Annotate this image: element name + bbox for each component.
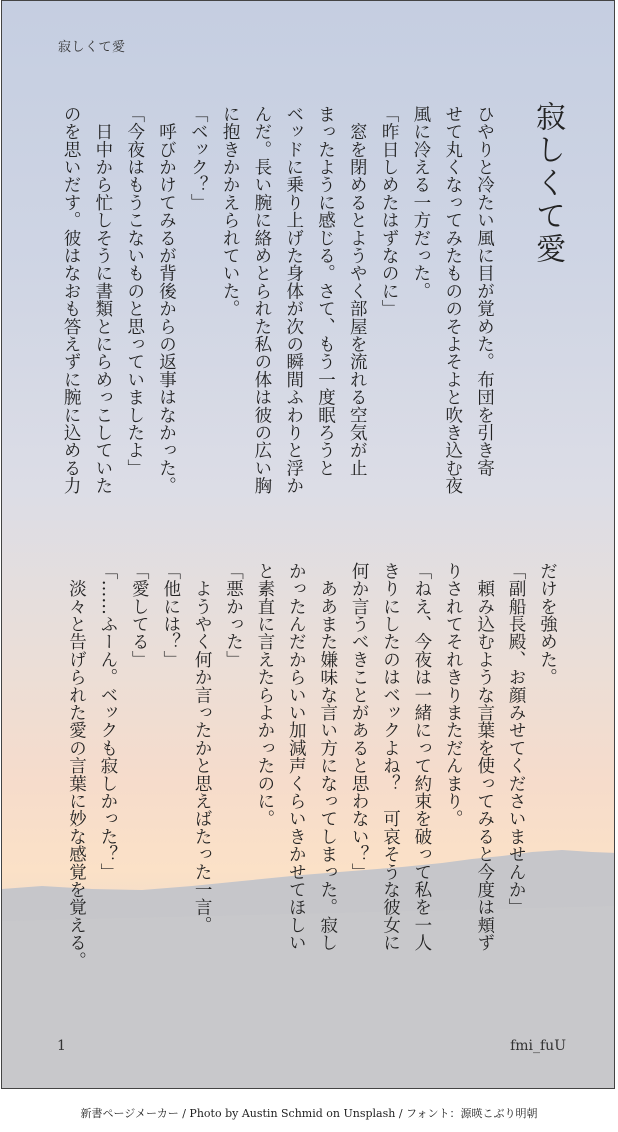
page-title: 寂しくて愛 [530,101,565,266]
text-column: のを思いだす。彼はなおも答えずに腕に込める力 [61,105,82,495]
text-column: まったように感じる。さて、もう一度眠ろうと [315,105,336,477]
text-column: きりにしたのはベックよね？ 可哀そうな彼女に [380,562,401,952]
text-column: 日中から忙しそうに書類とにらめっこしていた [92,105,113,495]
text-column: 「……ふーん。ベックも寂しかった？」 [97,562,118,881]
running-head: 寂しくて愛 [58,40,126,55]
text-column: かったんだからいい加減声くらいきかせてほしい [286,562,307,952]
text-column: ああまた嫌味な言い方になってしまった。寂し [317,562,338,952]
text-column: と素直に言えたらよかったのに。 [254,562,275,828]
text-column: 窓を閉めるとようやく部屋を流れる空気が止 [347,105,368,477]
text-column: 何か言うべきことがあると思わない？」 [349,562,370,881]
text-column: 呼びかけてみるが背後からの返事はなかった。 [156,105,177,495]
text-column: せて丸くなってみたもののそよそよと吹き込む夜 [442,105,463,495]
text-column: 「ねえ、今夜は一緒にって約束を破って私を一人 [411,562,432,952]
text-column: ベッドに乗り上げた身体が次の瞬間ふわりと浮か [283,105,304,495]
text-column: 「今夜はもうこないものと思っていましたよ」 [124,105,145,477]
text-column: 「ベック？」 [188,105,209,212]
text-column: 「昨日しめたはずなのに」 [379,105,400,318]
text-column: 「副船長殿、お顔みせてくださいませんか」 [506,562,527,916]
credit-line: 新書ページメーカー / Photo by Austin Schmid on Unsplash / フォント：源暎こぶり明朝 [80,1107,538,1120]
text-column: りされてそれきりまただんまり。 [443,562,464,828]
text-column: に抱きかかえられていた。 [220,105,241,318]
book-page [1,0,615,1089]
text-column: ひやりと冷たい風に目が覚めた。布団を引き寄 [474,105,495,477]
text-column: んだ。長い腕に絡めとられた私の体は彼の広い胸 [251,105,272,495]
text-column: 頼み込むような言葉を使ってみると今度は頬ず [474,562,495,952]
text-column: 「悪かった」 [223,562,244,669]
text-column: 「愛してる」 [129,562,150,669]
author-name: fmi_fuU [510,1038,566,1054]
text-column: ようやく何か言ったかと思えばたった一言。 [192,562,213,934]
text-column: 風に冷える一方だった。 [410,105,431,300]
text-column: 「他には？」 [160,562,181,669]
page-number: 1 [57,1038,66,1054]
text-column: 淡々と告げられた愛の言葉に妙な感覚を覚える。 [66,562,87,970]
text-column: だけを強めた。 [537,562,558,686]
